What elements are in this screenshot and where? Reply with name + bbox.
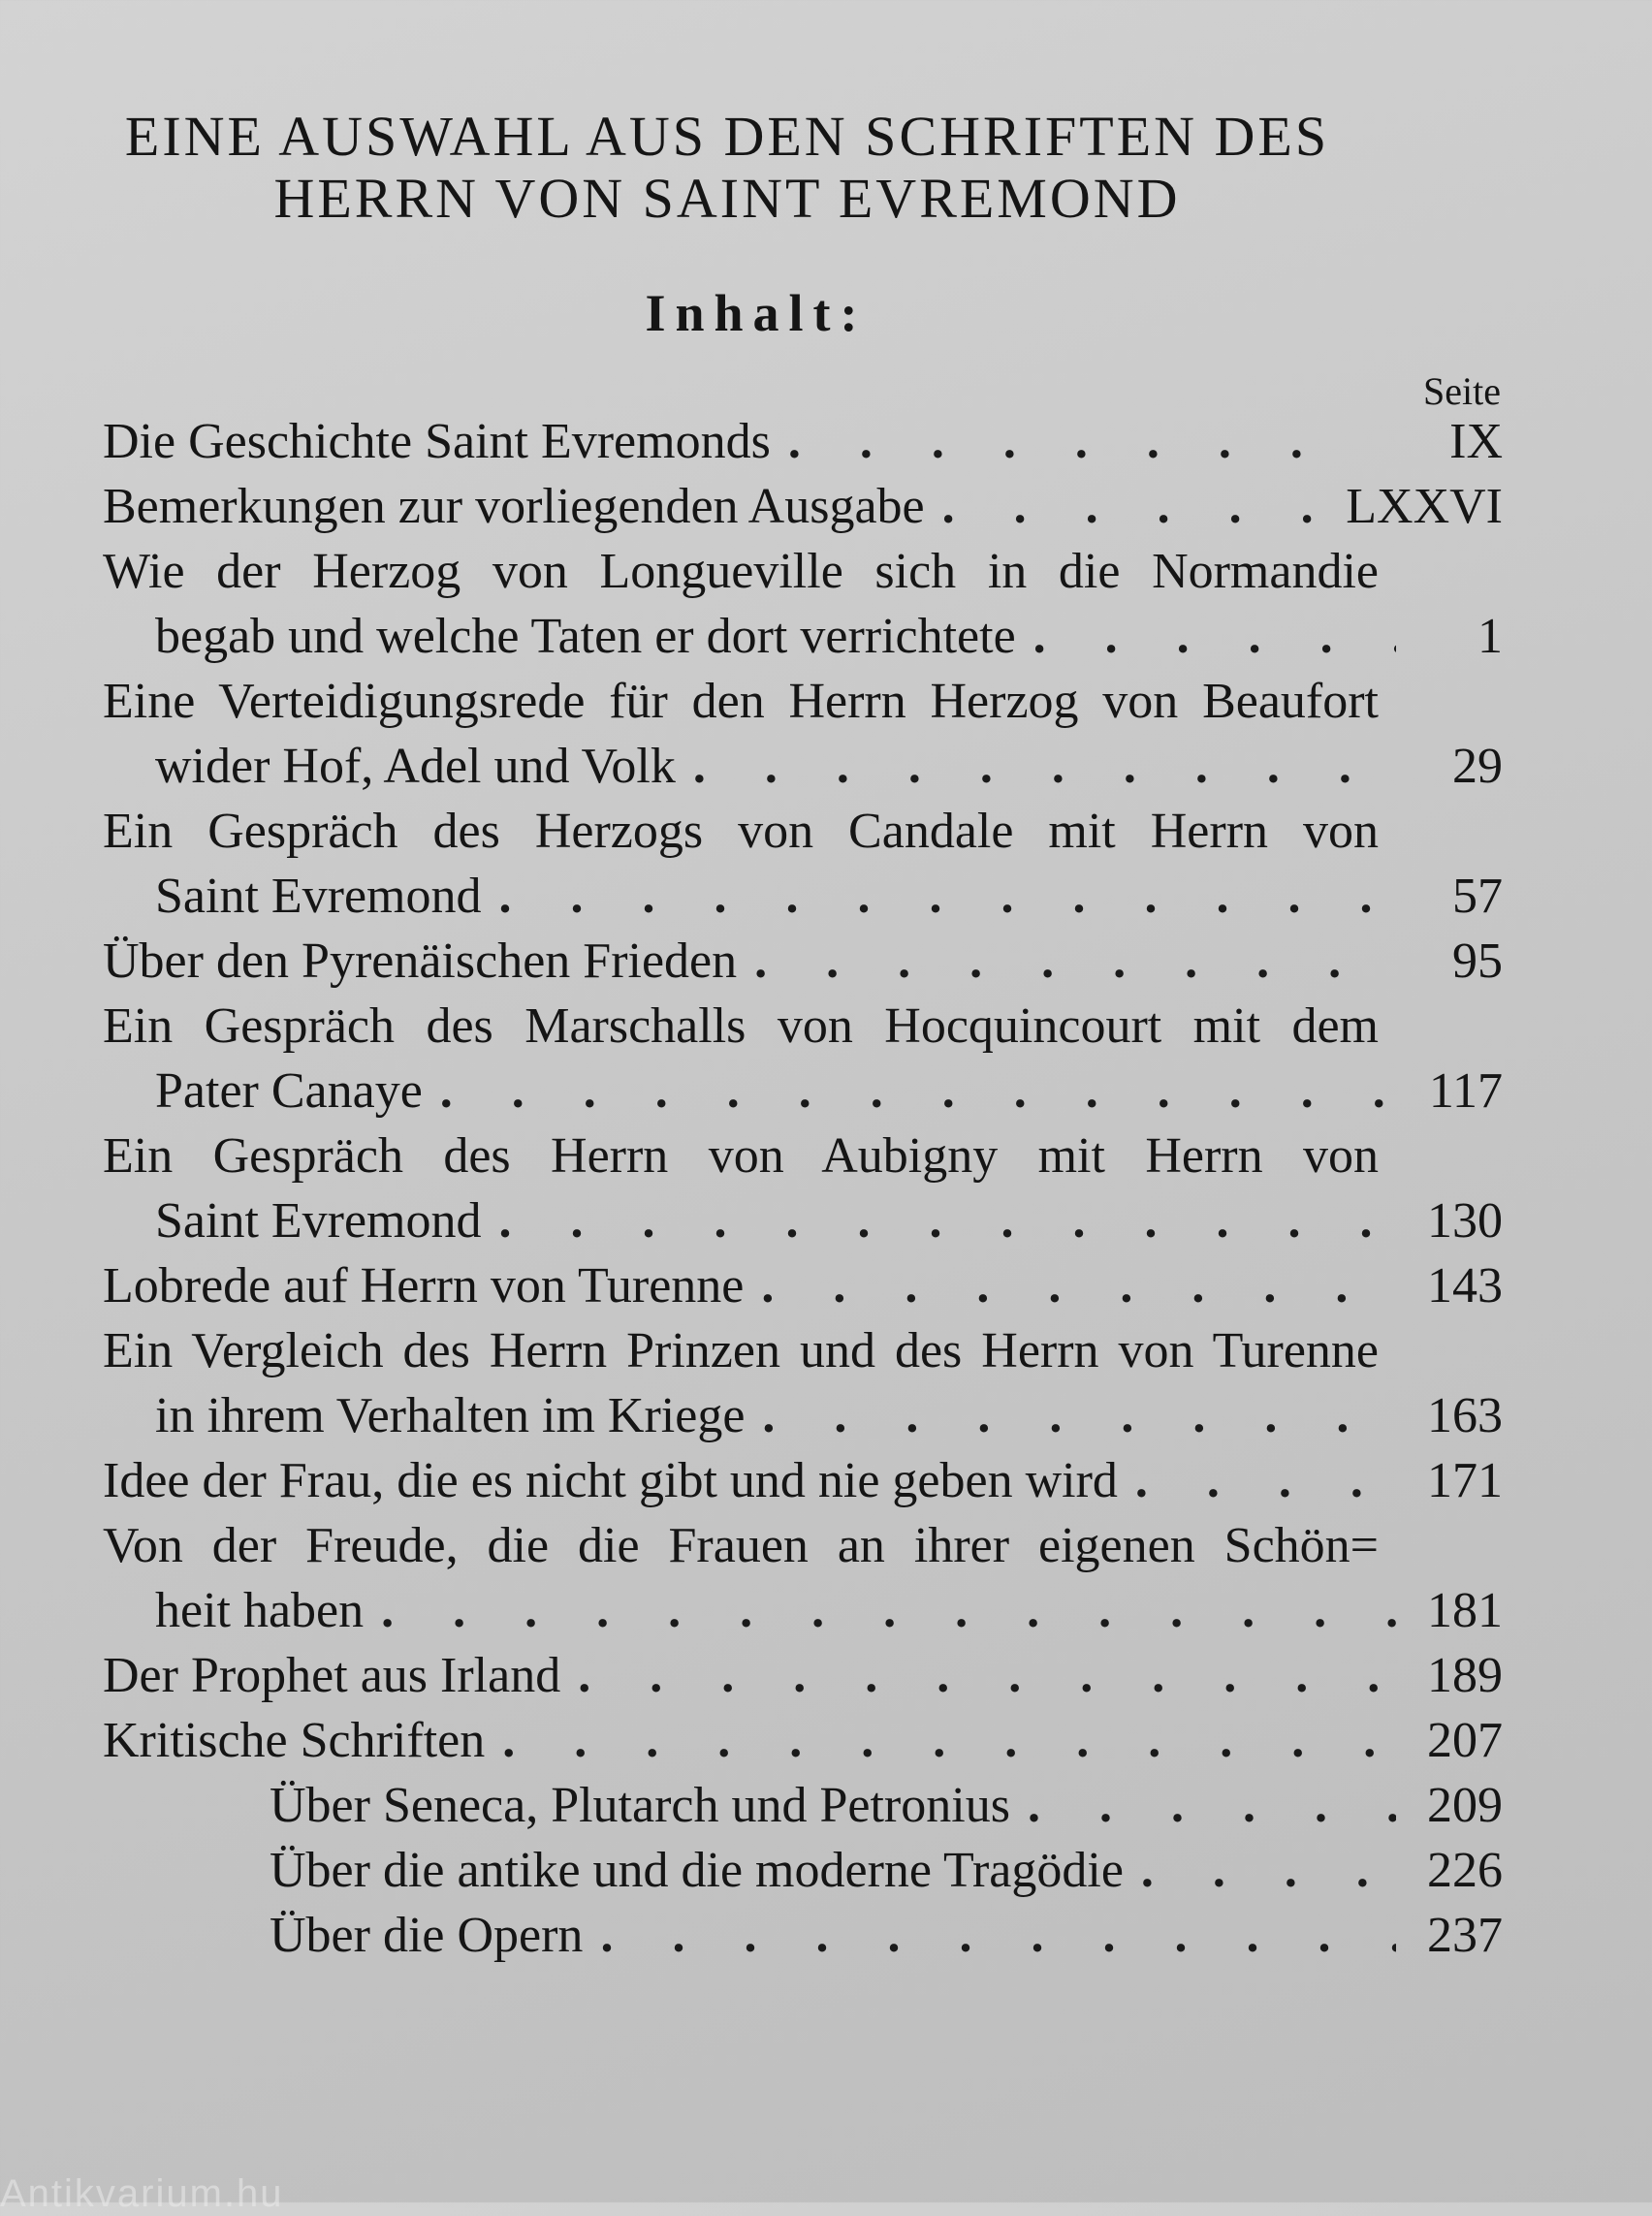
leader-dots xyxy=(771,409,1334,474)
leader-dots xyxy=(364,1578,1396,1643)
leader-dots xyxy=(676,734,1396,799)
toc-page-number: 143 xyxy=(1427,1258,1503,1314)
toc-entry-title: Über die Opern xyxy=(270,1908,584,1963)
toc-entry xyxy=(103,1513,1503,1643)
toc-entry xyxy=(103,1643,1503,1708)
toc-entry-title: Über die antike und die moderne Tragödie xyxy=(270,1843,1124,1898)
leader-dots xyxy=(1010,1773,1396,1838)
toc-subentry xyxy=(103,1773,1503,1838)
contents-heading: Inhalt: xyxy=(645,284,868,342)
toc-page-number: LXXVI xyxy=(1346,479,1503,534)
toc-entry-title: Über den Pyrenäischen Frieden xyxy=(103,934,738,989)
leader-dots xyxy=(583,1903,1396,1968)
toc-entry-title: Ein Gespräch des Marschalls von Hocquincourt mit dem xyxy=(103,998,1379,1054)
toc-page-number: 189 xyxy=(1427,1648,1503,1703)
toc-page-number: 57 xyxy=(1452,869,1503,924)
toc-page-number: 237 xyxy=(1427,1908,1503,1963)
toc-entry-title: Der Prophet aus Irland xyxy=(103,1648,561,1703)
toc-entry-title: Bemerkungen zur vorliegenden Ausgabe xyxy=(103,479,925,534)
toc-entry-title: Von der Freude, die die Frauen an ihrer eigenen Schön= xyxy=(103,1518,1379,1573)
leader-dots xyxy=(925,474,1333,539)
toc-entry-continuation: wider Hof, Adel und Volk xyxy=(155,739,676,794)
toc-entry-title: Wie der Herzog von Longueville sich in die Normandie xyxy=(103,544,1379,599)
toc-entry-title: Idee der Frau, die es nicht gibt und nie geben wird xyxy=(103,1453,1118,1508)
toc-entry-title: Die Geschichte Saint Evremonds xyxy=(103,414,771,469)
table-of-contents xyxy=(103,409,1503,1968)
toc-entry xyxy=(103,799,1503,929)
leader-dots xyxy=(737,929,1396,994)
toc-subentry xyxy=(103,1903,1503,1968)
leader-dots xyxy=(482,1188,1396,1253)
leader-dots xyxy=(745,1383,1396,1448)
toc-entry xyxy=(103,409,1503,474)
toc-entry-continuation: Saint Evremond xyxy=(155,1193,482,1249)
toc-entry-continuation: Saint Evremond xyxy=(155,869,482,924)
toc-entry xyxy=(103,994,1503,1124)
toc-entry-continuation: heit haben xyxy=(155,1583,365,1638)
toc-entry xyxy=(103,929,1503,994)
toc-entry-title: Ein Vergleich des Herrn Prinzen und des Herrn von Turenne xyxy=(103,1323,1379,1378)
leader-dots xyxy=(423,1059,1396,1124)
toc-entry-title: Über Seneca, Plutarch und Petronius xyxy=(270,1778,1010,1833)
toc-page-number: 207 xyxy=(1427,1713,1503,1768)
toc-entry xyxy=(103,669,1503,799)
toc-entry-title: Kritische Schriften xyxy=(103,1713,486,1768)
toc-entry-title: Eine Verteidigungsrede für den Herrn Herzog von Beaufort xyxy=(103,674,1379,729)
toc-entry-continuation: begab und welche Taten er dort verrichtete xyxy=(155,609,1016,664)
leader-dots xyxy=(485,1708,1396,1773)
leader-dots xyxy=(1016,604,1396,669)
toc-page-number: IX xyxy=(1449,414,1503,469)
toc-entry-continuation: in ihrem Verhalten im Kriege xyxy=(155,1388,746,1443)
toc-page-number: 130 xyxy=(1427,1193,1503,1249)
toc-entry xyxy=(103,539,1503,669)
toc-entry-continuation: Pater Canaye xyxy=(155,1063,423,1119)
toc-page-number: 1 xyxy=(1477,609,1503,664)
title-line-1: EINE AUSWAHL AUS DEN SCHRIFTEN DES xyxy=(124,105,1330,168)
toc-page-number: 209 xyxy=(1427,1778,1503,1833)
toc-page-number: 117 xyxy=(1428,1063,1503,1119)
leader-dots xyxy=(1124,1838,1396,1903)
toc-entry-title: Ein Gespräch des Herzogs von Candale mit Herrn von xyxy=(103,804,1379,859)
leader-dots xyxy=(744,1253,1396,1318)
toc-entry xyxy=(103,1318,1503,1448)
page-column-label: Seite xyxy=(1423,369,1501,413)
toc-subentry xyxy=(103,1838,1503,1903)
toc-entry xyxy=(103,474,1503,539)
toc-page-number: 29 xyxy=(1452,739,1503,794)
toc-page-number: 226 xyxy=(1427,1843,1503,1898)
toc-entry xyxy=(103,1448,1503,1513)
toc-page-number: 163 xyxy=(1427,1388,1503,1443)
toc-page-number: 181 xyxy=(1427,1583,1503,1638)
leader-dots xyxy=(1118,1448,1396,1513)
toc-entry xyxy=(103,1253,1503,1318)
watermark: Antikvarium.hu xyxy=(0,2172,284,2215)
toc-entry-title: Lobrede auf Herrn von Turenne xyxy=(103,1258,745,1314)
toc-entry xyxy=(103,1708,1503,1773)
toc-page-number: 171 xyxy=(1427,1453,1503,1508)
leader-dots xyxy=(482,864,1396,929)
title-line-2: HERRN VON SAINT EVREMOND xyxy=(273,167,1181,230)
toc-entry-title: Ein Gespräch des Herrn von Aubigny mit Herrn von xyxy=(103,1128,1379,1184)
leader-dots xyxy=(560,1643,1396,1708)
toc-entry xyxy=(103,1124,1503,1253)
toc-page-number: 95 xyxy=(1452,934,1503,989)
